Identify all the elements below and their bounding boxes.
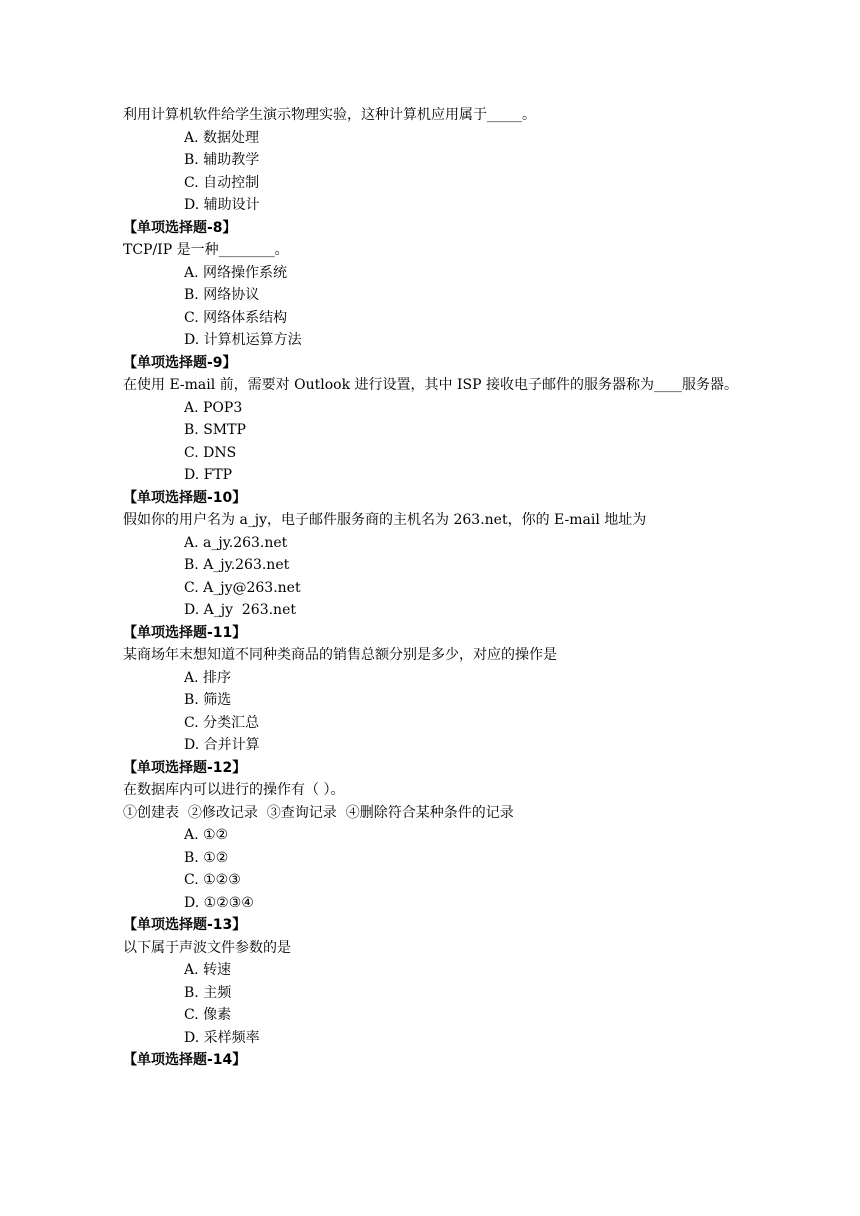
option-c: C. 分类汇总 — [184, 714, 260, 731]
option-a: A. 数据处理 — [184, 129, 260, 146]
option-d: D. 辅助设计 — [184, 197, 260, 213]
document-page — [123, 104, 743, 1072]
question-text: 在数据库内可以进行的操作有（ ）。 — [123, 782, 345, 798]
option-a: A. 网络操作系统 — [184, 264, 288, 281]
question-heading: 【单项选择题-13】 — [123, 917, 247, 933]
option-c: C. 自动控制 — [184, 174, 260, 191]
option-d: D. 采样频率 — [184, 1029, 260, 1046]
option-d: D. A_jy 263.net — [184, 602, 296, 618]
option-b: B. 筛选 — [184, 692, 232, 708]
option-b: B. 网络协议 — [184, 287, 260, 303]
option-b: B. 辅助教学 — [184, 152, 260, 168]
option-b: B. SMTP — [184, 422, 246, 438]
question-heading: 【单项选择题-11】 — [123, 624, 247, 641]
option-d: D. 计算机运算方法 — [184, 332, 302, 348]
option-a: A. ①② — [184, 827, 229, 843]
question-text: 在使用 E-mail 前，需要对 Outlook 进行设置，其中 ISP 接收电子邮件的服务器称为____服务器。 — [123, 377, 738, 393]
option-d: D. FTP — [184, 467, 233, 483]
option-d: D. 合并计算 — [184, 737, 260, 753]
question-text: 利用计算机软件给学生演示物理实验，这种计算机应用属于_____。 — [123, 107, 536, 123]
option-b: B. ①② — [184, 849, 229, 866]
option-a: A. 排序 — [184, 669, 232, 686]
question-heading: 【单项选择题-14】 — [123, 1052, 247, 1068]
question-heading: 【单项选择题-12】 — [123, 759, 247, 776]
question-heading: 【单项选择题-9】 — [123, 354, 237, 371]
question-text: 以下属于声波文件参数的是 — [123, 939, 291, 956]
option-c: C. DNS — [184, 444, 237, 461]
option-a: A. POP3 — [184, 399, 243, 416]
option-b: B. 主频 — [184, 984, 232, 1001]
question-text: 假如你的用户名为 a_jy，电子邮件服务商的主机名为 263.net，你的 E-mail 地址为 — [123, 512, 647, 528]
option-c: C. ①②③ — [184, 872, 241, 888]
option-a: A. 转速 — [184, 962, 232, 978]
option-a: A. a_jy.263.net — [184, 534, 288, 551]
option-c: C. 网络体系结构 — [184, 309, 288, 326]
option-c: C. 像素 — [184, 1007, 232, 1023]
question-heading: 【单项选择题-8】 — [123, 219, 237, 236]
question-text: 某商场年末想知道不同种类商品的销售总额分别是多少，对应的操作是 — [123, 647, 557, 663]
question-heading: 【单项选择题-10】 — [123, 489, 247, 506]
option-d: D. ①②③④ — [184, 894, 254, 911]
option-b: B. A_jy.263.net — [184, 557, 290, 573]
question-text: TCP/IP 是一种________。 — [123, 242, 289, 258]
option-c: C. A_jy@263.net — [184, 579, 301, 596]
question-statements: ①创建表 ②修改记录 ③查询记录 ④删除符合某种条件的记录 — [123, 804, 514, 821]
